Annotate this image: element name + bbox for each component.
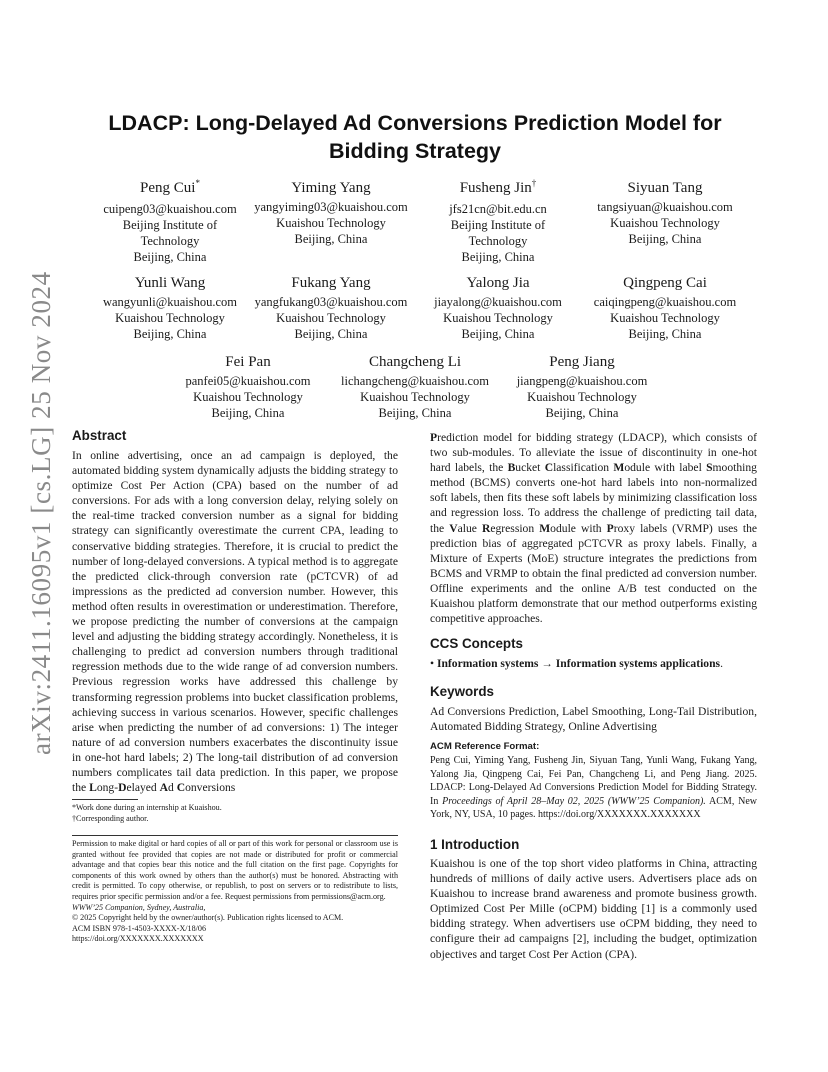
- author: [498, 353, 666, 421]
- author: [414, 274, 582, 342]
- author-affiliation: Beijing, China: [133, 327, 207, 341]
- introduction-heading: 1 Introduction: [430, 837, 520, 852]
- author-affiliation: Kuaishou Technology: [360, 390, 470, 404]
- paper-title: LDACP: Long-Delayed Ad Conversions Prediction Model for Bidding Strategy: [108, 111, 722, 163]
- author-name: Changcheng Li: [368, 354, 462, 370]
- author: [331, 353, 499, 421]
- author-affiliation: Kuaishou Technology: [527, 390, 637, 404]
- author: [86, 274, 254, 342]
- copyright: © 2025 Copyright held by the owner/author(s). Publication rights licensed to ACM.: [72, 913, 344, 923]
- author-name: Fukang Yang: [291, 275, 371, 291]
- author-email: panfei05@kuaishou.com: [185, 374, 311, 388]
- author-mark: *: [195, 178, 200, 188]
- author-affiliation: Beijing, China: [133, 250, 207, 264]
- abstract-text-left: In online advertising, once an ad campaign is deployed, the automated bidding system dynamically adjusts the bidding strategy to optimize Cost Per Action (CPA) based on the number of ad conversions. For ads with a long conversion delay, relying solely on the real-time tracked conversion number as a signal for bidding strategy can significantly overestimate the current CPA, leading to conservative bidding strategies. Therefore, it is crucial to predict the number of long-delayed conversions. A typical method is to aggregate the predicted click-through conversion rate (pCTCVR) of ad impressions as the predicted ad conversion number. However, this method often results in overestimation or underestimation. Therefore, we propose predicting the number of conversions at the campaign level and adjusting the bidding strategy accordingly. Nonetheless, it is challenging to predict ad conversion numbers through traditional regression methods due to the wide range of ad conversion numbers. Previous regression works have addressed this challenge by transforming regression problems into bucket classification problems, achieving success in various scenarios. However, specific challenges arise when predicting the number of ad conversions: 1) The integer nature of ad conversion numbers exacerbates the discontinuity issue in one-hot hard labels; 2) The long-tail distribution of ad conversion numbers complicates tail data prediction. In this paper, we propose the Long-Delayed Ad Conversions: [72, 449, 398, 795]
- acm-ref-heading: ACM Reference Format:: [430, 741, 540, 752]
- author-email: lichangcheng@kuaishou.com: [341, 374, 489, 388]
- footnote-rule: [72, 799, 138, 800]
- ccs-heading: CCS Concepts: [430, 636, 524, 651]
- permission-text: Permission to make digital or hard copies of all or part of this work for personal or classroom use is granted without fee provided that copies are not made or distributed for profit or commercial advantage and that copies bear this notice and the full citation on the first page. Copyrights for components of this work owned by others than the author(s) must be honored. Abstracting with credit is permitted. To copy otherwise, or republish, to post on servers or to redistribute to lists, requires prior specific permission and/or a fee. Request permissions from permissions@acm.org.: [72, 839, 398, 901]
- author: [414, 179, 582, 265]
- author: [581, 274, 749, 342]
- author-affiliation: Beijing, China: [294, 327, 368, 341]
- author: [247, 179, 415, 247]
- author-email: yangfukang03@kuaishou.com: [254, 295, 408, 309]
- abstract-right-column: [430, 430, 757, 626]
- author-affiliation: Kuaishou Technology: [193, 390, 303, 404]
- introduction-text: Kuaishou is one of the top short video platforms in China, attracting hundreds of millions of daily active users. Advertisers place ads on Kuaishou to increase brand awareness and promote business growth. Optimized Cost Per Mille (oCPM) bidding [1] is a commonly used bidding strategy. When advertisers use oCPM bidding, they need to configure their ad campaigns [2], including the budget, optimization objectives and target Cost Per Action (CPA).: [430, 857, 757, 961]
- author-email: caiqingpeng@kuaishou.com: [593, 295, 737, 309]
- author-affiliation: Beijing, China: [461, 250, 535, 264]
- author-affiliation: Technology: [468, 234, 528, 248]
- author-affiliation: Kuaishou Technology: [276, 311, 386, 325]
- author-name: Yunli Wang: [134, 275, 206, 291]
- author-affiliation: Beijing, China: [211, 406, 285, 420]
- venue: WWW’25 Companion, Sydney, Australia,: [72, 902, 206, 912]
- author: [581, 179, 749, 247]
- arxiv-id: arXiv:2411.16095v1 [cs.LG] 25 Nov 2024: [26, 271, 56, 755]
- acm-ref-text: Peng Cui, Yiming Yang, Fusheng Jin, Siyuan Tang, Yunli Wang, Fukang Yang, Yalong Jia, Qingpeng Cai, Fei Pan, Changcheng Li, and Peng Jiang. 2025. LDACP: Long-Delayed Ad Conversions Prediction Model for Bidding Strategy. In Proceedings of April 28–May 02, 2025 (WWW’25 Companion). ACM, New York, NY, USA, 10 pages. https://doi.org/XXXXXXX.XXXXXXX: [430, 755, 757, 821]
- author-affiliation: Beijing Institute of: [450, 218, 546, 232]
- footnotes: [72, 803, 398, 824]
- footnote-1: *Work done during an internship at Kuaishou.: [72, 803, 222, 812]
- author-affiliation: Technology: [140, 234, 200, 248]
- author-name: Fei Pan: [225, 354, 271, 370]
- author: [164, 353, 332, 421]
- author-email: jiangpeng@kuaishou.com: [516, 374, 648, 388]
- author-email: tangsiyuan@kuaishou.com: [597, 200, 733, 214]
- abstract-left-column: [72, 448, 398, 795]
- author-affiliation: Beijing, China: [294, 232, 368, 246]
- author-email: yangyiming03@kuaishou.com: [254, 200, 408, 214]
- author-affiliation: Kuaishou Technology: [610, 216, 720, 230]
- author: [86, 179, 254, 265]
- doi: https://doi.org/XXXXXXX.XXXXXXX: [72, 934, 204, 944]
- permission-rule: [72, 835, 398, 836]
- author-affiliation: Beijing, China: [545, 406, 619, 420]
- author-affiliation: Beijing, China: [628, 327, 702, 341]
- keywords-heading: Keywords: [430, 684, 494, 699]
- author-name: Qingpeng Cai: [623, 275, 707, 291]
- author-affiliation: Kuaishou Technology: [610, 311, 720, 325]
- author-affiliation: Beijing, China: [628, 232, 702, 246]
- author-email: cuipeng03@kuaishou.com: [103, 202, 237, 216]
- author-affiliation: Kuaishou Technology: [115, 311, 225, 325]
- author-name: Siyuan Tang: [627, 180, 703, 196]
- author-mark: †: [531, 178, 537, 188]
- author-name: Peng Jiang: [549, 354, 615, 370]
- author-name: Yalong Jia: [466, 275, 530, 291]
- author-name: Fusheng Jin: [459, 180, 532, 196]
- footnote-2: †Corresponding author.: [72, 813, 149, 823]
- keywords-text: Ad Conversions Prediction, Label Smoothing, Long-Tail Distribution, Automated Bidding Strategy, Online Advertising: [430, 705, 757, 734]
- author-affiliation: Kuaishou Technology: [443, 311, 553, 325]
- author-email: jfs21cn@bit.edu.cn: [449, 202, 547, 216]
- abstract-text-right: Prediction model for bidding strategy (LDACP), which consists of two sub-modules. To alleviate the issue of discontinuity in one-hot hard labels, the Bucket Classification Module with label Smoothing method (BCMS) converts one-hot hard labels into non-normalized soft labels, then fits these soft labels by minimizing classification loss and regression loss. To address the challenge of predicting tail data, the Value Regression Module with Proxy labels (VRMP) uses the prediction bias of aggregated pCTCVR as proxy labels. Finally, a Mixture of Experts (MoE) structure integrates the predictions from BCMS and VRMP to obtain the final predicted ad conversion number. Offline experiments and the online A/B test conducted on the Kuaishou platform demonstrate that our method outperforms existing competitive approaches.: [430, 431, 758, 626]
- author-name: Peng Cui: [140, 180, 196, 196]
- author-affiliation: Kuaishou Technology: [276, 216, 386, 230]
- author: [247, 274, 415, 342]
- author-affiliation: Beijing, China: [378, 406, 452, 420]
- author-affiliation: Beijing, China: [461, 327, 535, 341]
- author-name: Yiming Yang: [291, 180, 371, 196]
- permission-block: [72, 839, 398, 945]
- abstract-heading: Abstract: [72, 428, 127, 443]
- author-email: wangyunli@kuaishou.com: [102, 295, 238, 309]
- isbn: ACM ISBN 978-1-4503-XXXX-X/18/06: [72, 923, 206, 933]
- author-affiliation: Beijing Institute of: [122, 218, 218, 232]
- ccs-text: • Information systems → Information systems applications.: [430, 657, 723, 670]
- author-email: jiayalong@kuaishou.com: [434, 295, 562, 309]
